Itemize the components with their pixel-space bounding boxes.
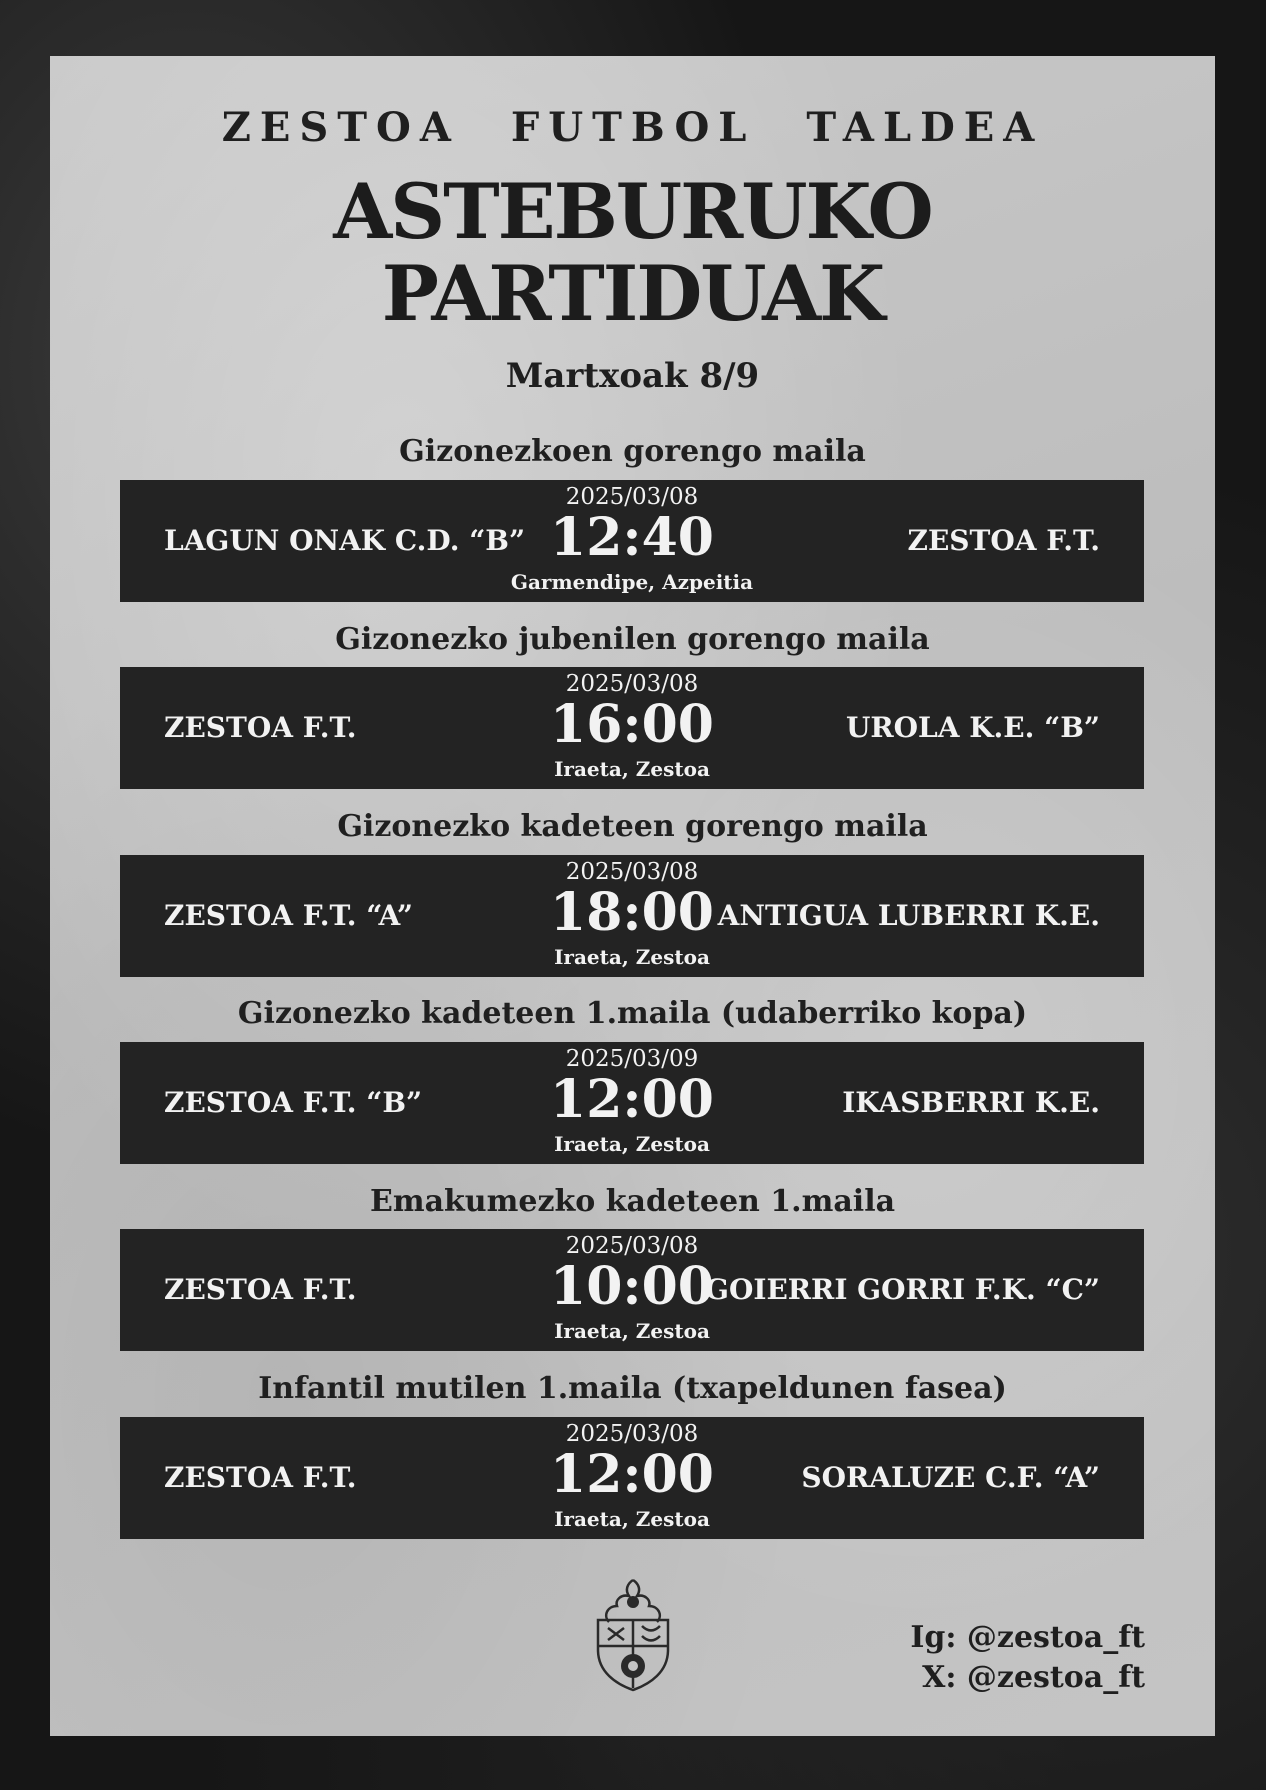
match-card — [120, 855, 1144, 977]
instagram-handle: Ig: @zestoa_ft — [910, 1620, 1145, 1655]
match-venue: Iraeta, Zestoa — [554, 1319, 710, 1343]
date-range: Martxoak 8/9 — [505, 356, 760, 396]
match-venue: Iraeta, Zestoa — [554, 1507, 710, 1531]
match-date: 2025/03/08 — [565, 484, 699, 510]
category-label: Gizonezko kadeteen gorengo maila — [337, 809, 928, 844]
match-venue: Iraeta, Zestoa — [554, 757, 710, 781]
home-team: LAGUN ONAK C.D. “B” — [164, 524, 526, 557]
match-card — [120, 667, 1144, 789]
match-time: 18:00 — [550, 882, 714, 943]
match-card — [120, 1042, 1144, 1164]
club-crest-icon — [588, 1576, 678, 1694]
home-team: ZESTOA F.T. — [164, 711, 357, 744]
match-info — [482, 667, 782, 789]
match-venue: Iraeta, Zestoa — [554, 1132, 710, 1156]
match-info — [482, 1417, 782, 1539]
away-team: SORALUZE C.F. “A” — [801, 1461, 1100, 1494]
away-team: ZESTOA F.T. — [907, 524, 1100, 557]
match-time: 12:40 — [550, 507, 714, 568]
title-line2: PARTIDUAK — [381, 249, 884, 338]
away-team: IKASBERRI K.E. — [842, 1086, 1100, 1119]
category-label: Infantil mutilen 1.maila (txapeldunen fasea) — [258, 1371, 1007, 1406]
match-date: 2025/03/08 — [565, 1233, 699, 1259]
x-handle: X: @zestoa_ft — [922, 1660, 1145, 1695]
match-date: 2025/03/08 — [565, 859, 699, 885]
match-info — [482, 480, 782, 602]
category-label: Gizonezko jubenilen gorengo maila — [335, 622, 930, 657]
match-date: 2025/03/08 — [565, 1421, 699, 1447]
match-card — [120, 1229, 1144, 1351]
social-links — [910, 1618, 1145, 1698]
match-time: 10:00 — [550, 1256, 714, 1317]
match-venue: Garmendipe, Azpeitia — [510, 570, 754, 594]
match-date: 2025/03/09 — [565, 1046, 699, 1072]
match-venue: Iraeta, Zestoa — [554, 945, 710, 969]
home-team: ZESTOA F.T. “B” — [164, 1086, 423, 1119]
poster — [50, 56, 1215, 1736]
match-time: 16:00 — [550, 694, 714, 755]
home-team: ZESTOA F.T. — [164, 1461, 357, 1494]
category-label: Gizonezkoen gorengo maila — [399, 434, 866, 469]
match-time: 12:00 — [550, 1444, 714, 1505]
category-label: Gizonezko kadeteen 1.maila (udaberriko kopa) — [237, 996, 1028, 1031]
home-team: ZESTOA F.T. “A” — [164, 899, 413, 932]
match-card — [120, 1417, 1144, 1539]
club-name: ZESTOA FUTBOL TALDEA — [221, 104, 1044, 151]
title-line1: ASTEBURUKO — [333, 167, 932, 256]
match-card — [120, 480, 1144, 602]
away-team: UROLA K.E. “B” — [845, 711, 1100, 744]
away-team: ANTIGUA LUBERRI K.E. — [717, 899, 1100, 932]
away-team: GOIERRI GORRI F.K. “C” — [705, 1273, 1100, 1306]
category-label: Emakumezko kadeteen 1.maila — [369, 1184, 896, 1219]
match-time: 12:00 — [550, 1069, 714, 1130]
match-date: 2025/03/08 — [565, 671, 699, 697]
match-info — [482, 1042, 782, 1164]
home-team: ZESTOA F.T. — [164, 1273, 357, 1306]
